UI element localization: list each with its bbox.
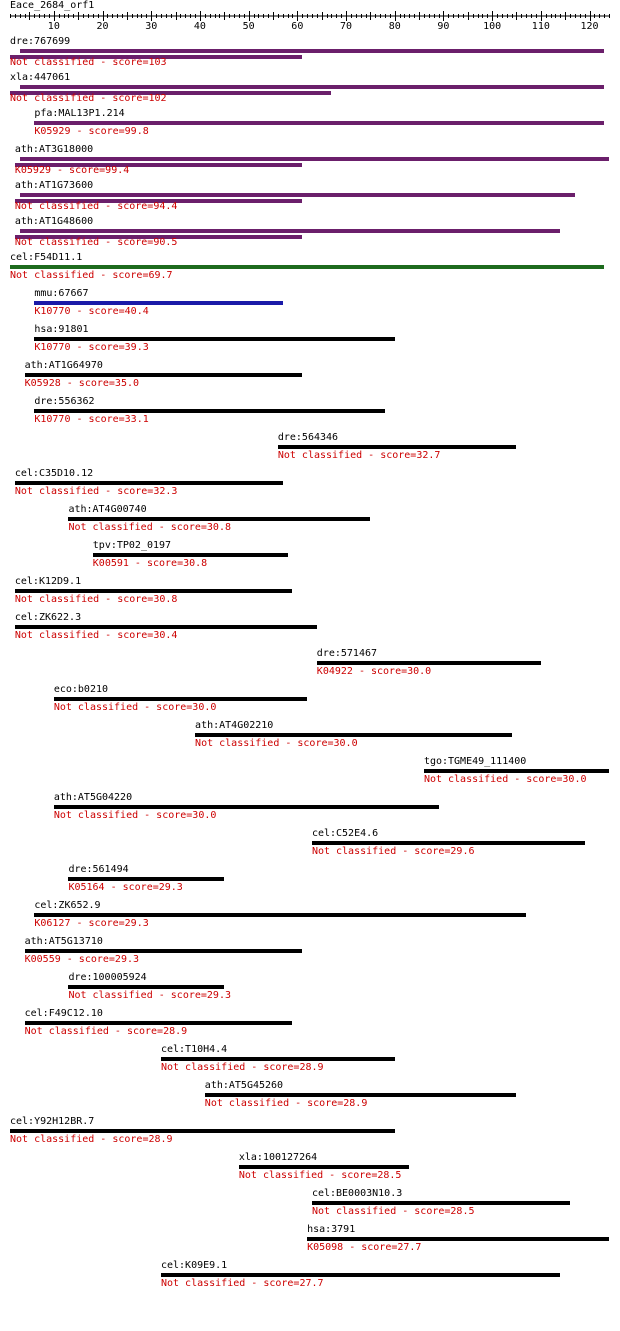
alignment-bar[interactable]: [34, 409, 385, 413]
alignment-bar[interactable]: [20, 157, 609, 161]
alignment-bar[interactable]: [68, 877, 224, 881]
hit-name[interactable]: dre:767699: [10, 36, 71, 47]
hit-classification-score[interactable]: K10770 - score=40.4: [34, 306, 149, 317]
hit-name[interactable]: ath:AT3G18000: [14, 144, 94, 155]
alignment-bar[interactable]: [54, 805, 439, 809]
hit-classification-score[interactable]: K04922 - score=30.0: [316, 666, 432, 677]
ruler-tick-label: 70: [340, 21, 353, 32]
hit-name[interactable]: cel:Y92H12BR.7: [10, 1116, 95, 1127]
hit-track[interactable]: [0, 36, 620, 72]
alignment-bar[interactable]: [205, 1093, 517, 1097]
hit-track[interactable]: [0, 1260, 620, 1296]
hit-track[interactable]: [0, 144, 620, 180]
alignment-bar[interactable]: [68, 985, 224, 989]
hit-name[interactable]: dre:571467: [316, 648, 378, 659]
ruler-tick-label: 50: [242, 21, 255, 32]
hit-classification-score[interactable]: Not classified - score=30.8: [68, 522, 231, 533]
hit-name[interactable]: cel:T10H4.4: [160, 1044, 228, 1055]
hit-name[interactable]: dre:556362: [34, 396, 95, 407]
hit-track[interactable]: [0, 504, 620, 540]
alignment-bar[interactable]: [20, 85, 604, 89]
hit-track[interactable]: [0, 972, 620, 1008]
hit-track[interactable]: [0, 1044, 620, 1080]
hit-classification-score[interactable]: K05098 - score=27.7: [307, 1242, 422, 1253]
hit-track[interactable]: [0, 540, 620, 576]
alignment-bar[interactable]: [161, 1273, 560, 1277]
hit-classification-score[interactable]: Not classified - score=30.0: [53, 810, 217, 821]
hit-name[interactable]: hsa:91801: [34, 324, 89, 335]
hit-classification-score[interactable]: Not classified - score=32.7: [277, 450, 441, 461]
hit-name[interactable]: ath:AT1G73600: [14, 180, 94, 191]
hit-classification-score[interactable]: Not classified - score=94.4: [14, 201, 178, 212]
alignment-bar[interactable]: [312, 1201, 570, 1205]
hit-name[interactable]: eco:b0210: [53, 684, 109, 695]
ruler-tick-label: 40: [193, 21, 206, 32]
hit-classification-score[interactable]: Not classified - score=28.5: [311, 1206, 475, 1217]
hit-name[interactable]: cel:C52E4.6: [311, 828, 379, 839]
ruler-tick-label: 110: [531, 21, 550, 32]
hit-classification-score[interactable]: Not classified - score=90.5: [14, 237, 178, 248]
hit-classification-score[interactable]: Not classified - score=30.4: [14, 630, 178, 641]
ruler-tick-label: 80: [388, 21, 401, 32]
hit-track[interactable]: [0, 1080, 620, 1116]
hit-track[interactable]: [0, 936, 620, 972]
alignment-bar[interactable]: [20, 193, 575, 197]
hit-classification-score[interactable]: Not classified - score=28.9: [160, 1062, 324, 1073]
alignment-bar[interactable]: [317, 661, 541, 665]
hit-track[interactable]: [0, 756, 620, 792]
hit-classification-score[interactable]: Not classified - score=30.0: [53, 702, 217, 713]
hit-classification-score[interactable]: Not classified - score=28.9: [10, 1134, 173, 1145]
hit-track[interactable]: [0, 576, 620, 612]
hit-classification-score[interactable]: K10770 - score=39.3: [34, 342, 149, 353]
hit-track[interactable]: [0, 648, 620, 684]
alignment-bar[interactable]: [93, 553, 288, 557]
alignment-bar[interactable]: [239, 1165, 409, 1169]
hit-name[interactable]: cel:C35D10.12: [14, 468, 94, 479]
hit-name[interactable]: mmu:67667: [34, 288, 89, 299]
ruler-tick-label: 60: [291, 21, 304, 32]
alignment-bar[interactable]: [68, 517, 370, 521]
hit-classification-score[interactable]: Not classified - score=28.5: [238, 1170, 402, 1181]
alignment-bar[interactable]: [20, 49, 604, 53]
hit-name[interactable]: ath:AT5G45260: [204, 1080, 284, 1091]
hit-track[interactable]: [0, 828, 620, 864]
alignment-bar[interactable]: [15, 481, 283, 485]
hit-classification-score[interactable]: K05928 - score=35.0: [24, 378, 139, 389]
hit-classification-score[interactable]: Not classified - score=29.3: [68, 990, 231, 1001]
hit-name[interactable]: xla:100127264: [238, 1152, 318, 1163]
hit-classification-score[interactable]: Not classified - score=28.9: [24, 1026, 188, 1037]
hit-track[interactable]: [0, 216, 620, 252]
hit-classification-score[interactable]: Not classified - score=29.6: [311, 846, 475, 857]
hit-name[interactable]: tgo:TGME49_111400: [423, 756, 527, 767]
hit-classification-score[interactable]: K06127 - score=29.3: [34, 918, 149, 929]
hit-track[interactable]: [0, 1152, 620, 1188]
hit-track[interactable]: [0, 864, 620, 900]
hit-track[interactable]: [0, 1188, 620, 1224]
query-title: Eace_2684_orf1: [10, 0, 95, 11]
hit-name[interactable]: tpv:TP02_0197: [92, 540, 172, 551]
alignment-bar[interactable]: [34, 301, 282, 305]
hit-track[interactable]: [0, 396, 620, 432]
hit-name[interactable]: ath:AT4G00740: [68, 504, 147, 515]
alignment-bar[interactable]: [195, 733, 512, 737]
hit-classification-score[interactable]: Not classified - score=30.0: [423, 774, 587, 785]
hit-classification-score[interactable]: Not classified - score=27.7: [160, 1278, 324, 1289]
hit-name[interactable]: cel:F54D11.1: [10, 252, 83, 263]
alignment-bar[interactable]: [25, 1021, 293, 1025]
alignment-bar[interactable]: [34, 913, 526, 917]
hit-name[interactable]: cel:ZK652.9: [34, 900, 101, 911]
alignment-bar[interactable]: [54, 697, 307, 701]
alignment-bar[interactable]: [25, 949, 303, 953]
hit-track[interactable]: [0, 792, 620, 828]
hit-classification-score[interactable]: K05929 - score=99.4: [14, 165, 130, 176]
ruler-tick-label: 30: [145, 21, 158, 32]
hit-classification-score[interactable]: Not classified - score=30.0: [195, 738, 358, 749]
hit-classification-score[interactable]: Not classified - score=28.9: [204, 1098, 368, 1109]
alignment-bar[interactable]: [20, 229, 561, 233]
ruler-tick-label: 10: [47, 21, 60, 32]
hit-classification-score[interactable]: K00591 - score=30.8: [92, 558, 208, 569]
hit-name[interactable]: ath:AT1G64970: [24, 360, 103, 371]
hit-track[interactable]: [0, 900, 620, 936]
hit-classification-score[interactable]: Not classified - score=32.3: [14, 486, 178, 497]
ruler-tick-label: 100: [483, 21, 502, 32]
hit-classification-score[interactable]: K05164 - score=29.3: [68, 882, 183, 893]
hit-track[interactable]: [0, 252, 620, 288]
ruler-tick-label: 20: [96, 21, 109, 32]
hit-name[interactable]: cel:K12D9.1: [14, 576, 82, 587]
hit-name[interactable]: ath:AT5G13710: [24, 936, 103, 947]
hit-classification-score[interactable]: Not classified - score=103: [10, 57, 167, 68]
hit-classification-score[interactable]: K10770 - score=33.1: [34, 414, 149, 425]
alignment-bar[interactable]: [15, 589, 293, 593]
hit-classification-score[interactable]: Not classified - score=102: [10, 93, 167, 104]
hit-track[interactable]: [0, 288, 620, 324]
hit-track[interactable]: [0, 360, 620, 396]
alignment-bar[interactable]: [25, 373, 303, 377]
hit-track[interactable]: [0, 108, 620, 144]
hit-track[interactable]: [0, 468, 620, 504]
alignment-bar[interactable]: [10, 265, 604, 269]
alignment-bar[interactable]: [307, 1237, 609, 1241]
hit-track[interactable]: [0, 684, 620, 720]
hit-classification-score[interactable]: Not classified - score=69.7: [10, 270, 173, 281]
ruler-tick-label: 120: [580, 21, 599, 32]
alignment-bar[interactable]: [15, 625, 317, 629]
hit-track[interactable]: [0, 1008, 620, 1044]
hit-name[interactable]: ath:AT1G48600: [14, 216, 94, 227]
alignment-bar[interactable]: [34, 337, 394, 341]
hit-name[interactable]: hsa:3791: [307, 1224, 356, 1235]
hit-track[interactable]: [0, 180, 620, 216]
hit-name[interactable]: cel:F49C12.10: [24, 1008, 103, 1019]
hit-classification-score[interactable]: K05929 - score=99.8: [34, 126, 149, 137]
hit-track[interactable]: [0, 324, 620, 360]
alignment-bar[interactable]: [312, 841, 585, 845]
hit-classification-score[interactable]: K00559 - score=29.3: [24, 954, 139, 965]
hit-track[interactable]: [0, 72, 620, 108]
hit-classification-score[interactable]: Not classified - score=30.8: [14, 594, 178, 605]
hit-name[interactable]: dre:561494: [68, 864, 129, 875]
ruler-tick-label: 90: [437, 21, 450, 32]
hit-track[interactable]: [0, 612, 620, 648]
hit-name[interactable]: cel:BE0003N10.3: [311, 1188, 403, 1199]
alignment-bar[interactable]: [34, 121, 604, 125]
hit-track[interactable]: [0, 1116, 620, 1152]
hit-name[interactable]: pfa:MAL13P1.214: [34, 108, 125, 119]
hit-name[interactable]: cel:K09E9.1: [160, 1260, 228, 1271]
hit-name[interactable]: cel:ZK622.3: [14, 612, 82, 623]
hit-name[interactable]: ath:AT5G04220: [53, 792, 133, 803]
alignment-bar[interactable]: [278, 445, 517, 449]
hit-track[interactable]: [0, 1224, 620, 1260]
alignment-bar[interactable]: [161, 1057, 395, 1061]
hit-name[interactable]: dre:564346: [277, 432, 339, 443]
hit-track[interactable]: [0, 432, 620, 468]
hit-name[interactable]: dre:100005924: [68, 972, 147, 983]
hit-name[interactable]: ath:AT4G02210: [195, 720, 274, 731]
hit-name[interactable]: xla:447061: [10, 72, 71, 83]
alignment-bar[interactable]: [10, 1129, 395, 1133]
hit-track[interactable]: [0, 720, 620, 756]
alignment-bar[interactable]: [424, 769, 609, 773]
